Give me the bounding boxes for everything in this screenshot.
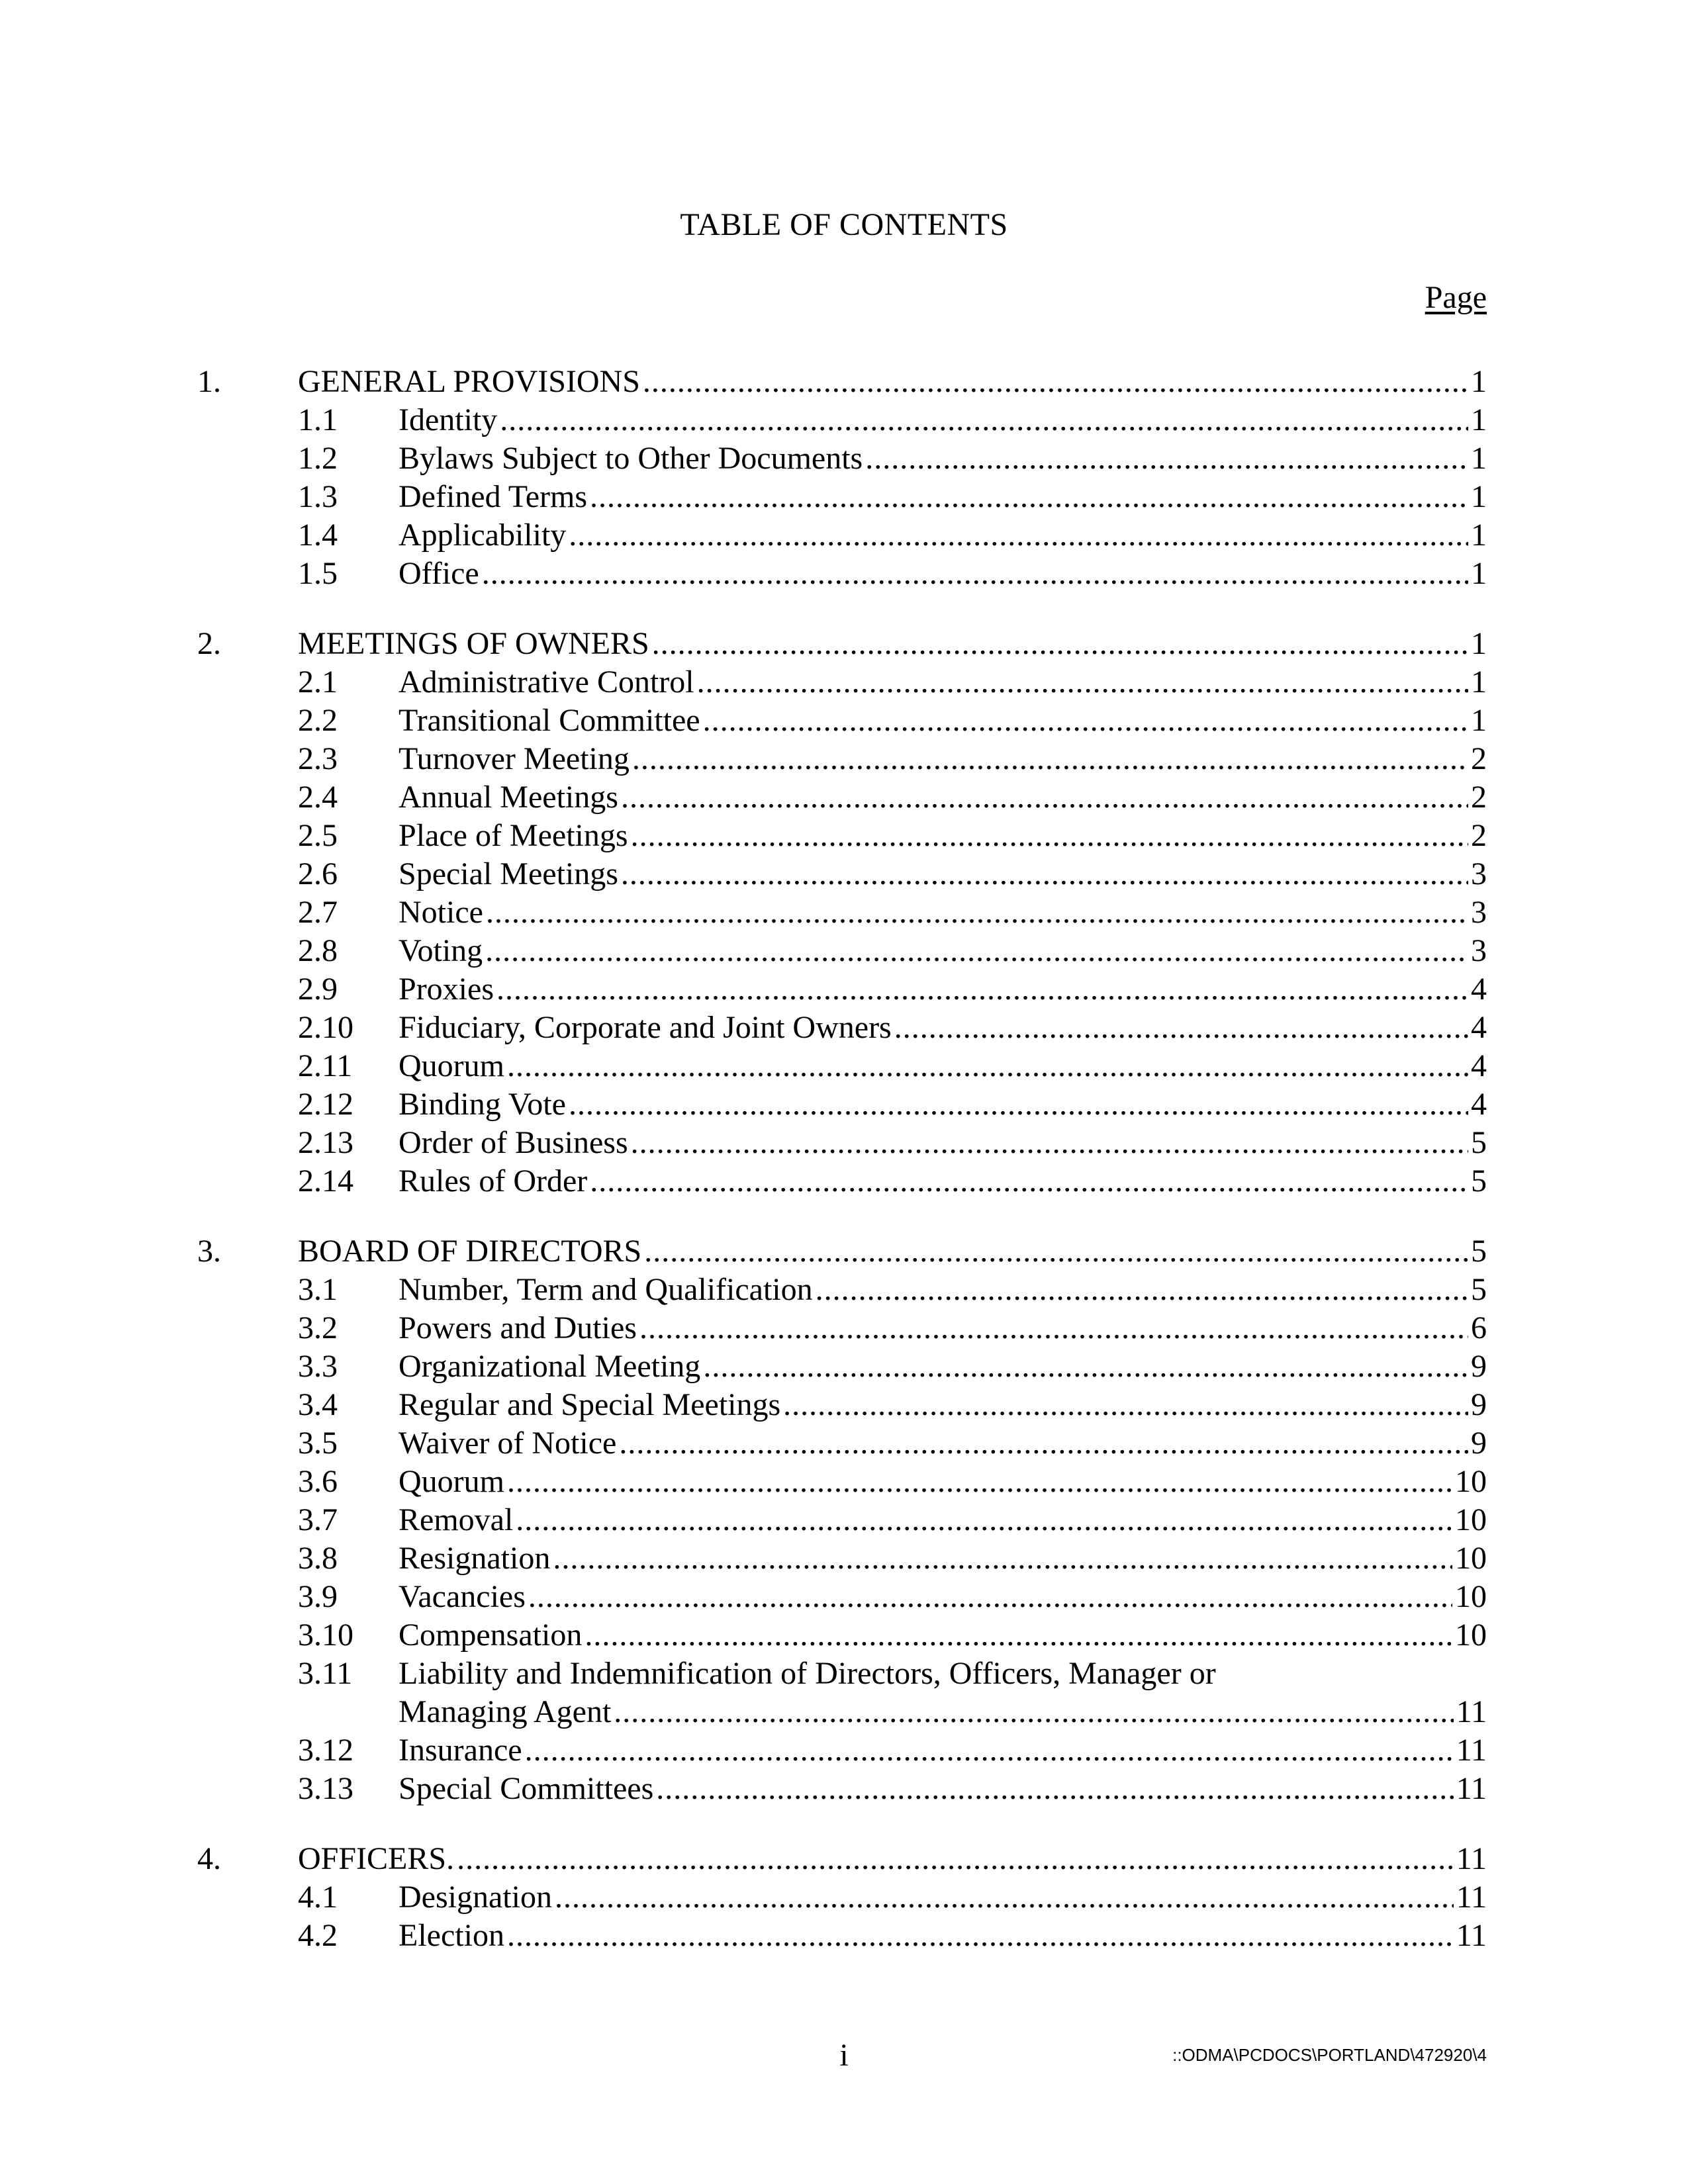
page-number: 11 xyxy=(1456,1880,1487,1915)
toc-entry[interactable] xyxy=(197,1085,1487,1124)
subsection-number: 3.8 xyxy=(298,1541,338,1576)
dot-leader xyxy=(631,817,1468,855)
toc-entry[interactable] xyxy=(197,439,1487,478)
toc-entry[interactable] xyxy=(197,740,1487,778)
subsection-title: Applicability xyxy=(399,518,567,553)
subsection-title: Bylaws Subject to Other Documents xyxy=(399,441,863,476)
toc-section-2 xyxy=(197,625,1487,1201)
subsection-title: Special Committees xyxy=(399,1771,654,1806)
page-number: 2 xyxy=(1471,780,1487,815)
subsection-title-continued: Managing Agent xyxy=(399,1694,612,1729)
subsection-number: 2.2 xyxy=(298,703,338,738)
dot-leader xyxy=(656,1770,1454,1808)
page-number: 4 xyxy=(1471,1010,1487,1045)
page-number: 1 xyxy=(1471,364,1487,399)
toc-entry[interactable] xyxy=(197,778,1487,817)
toc-entry[interactable] xyxy=(197,702,1487,740)
page-number: 10 xyxy=(1455,1541,1487,1576)
subsection-number: 3.3 xyxy=(298,1349,338,1384)
subsection-number: 1.5 xyxy=(298,556,338,591)
subsection-number: 2.3 xyxy=(298,741,338,776)
subsection-title: Designation xyxy=(399,1880,552,1915)
toc-section-3 xyxy=(197,1232,1487,1808)
page-number: 2 xyxy=(1471,741,1487,776)
subsection-number: 2.9 xyxy=(298,972,338,1007)
toc-entry[interactable] xyxy=(197,855,1487,893)
subsection-title: Quorum xyxy=(399,1464,504,1499)
subsection-title: Transitional Committee xyxy=(399,703,700,738)
subsection-title: Special Meetings xyxy=(399,856,618,891)
subsection-number: 2.7 xyxy=(298,895,338,930)
subsection-number: 2.11 xyxy=(298,1048,353,1083)
subsection-number: 2.13 xyxy=(298,1125,353,1160)
toc-entry[interactable] xyxy=(197,1047,1487,1085)
toc-section-4 xyxy=(197,1840,1487,1955)
subsection-title: Waiver of Notice xyxy=(399,1426,617,1461)
toc-entry[interactable] xyxy=(197,1386,1487,1424)
page-number: 1 xyxy=(1471,402,1487,437)
subsection-number: 3.9 xyxy=(298,1579,338,1614)
toc-entry[interactable] xyxy=(197,1731,1487,1770)
dot-leader xyxy=(569,1085,1468,1124)
toc-entry[interactable] xyxy=(197,1501,1487,1539)
dot-leader xyxy=(496,970,1468,1009)
subsection-title: Annual Meetings xyxy=(399,780,618,815)
toc-entry[interactable] xyxy=(197,1463,1487,1501)
dot-leader xyxy=(621,855,1468,893)
subsection-number: 3.12 xyxy=(298,1733,353,1768)
subsection-number: 3.5 xyxy=(298,1426,338,1461)
page-number: 10 xyxy=(1455,1617,1487,1653)
page-number: 10 xyxy=(1455,1464,1487,1499)
dot-leader xyxy=(703,1347,1468,1386)
page-number: 9 xyxy=(1471,1349,1487,1384)
subsection-number: 3.2 xyxy=(298,1310,338,1345)
toc-entry[interactable] xyxy=(197,401,1487,439)
toc-entry[interactable] xyxy=(197,1347,1487,1386)
section-title: GENERAL PROVISIONS xyxy=(298,364,640,399)
page-number: 10 xyxy=(1455,1579,1487,1614)
page-number: 1 xyxy=(1471,703,1487,738)
dot-leader xyxy=(555,1878,1454,1917)
toc-entry[interactable] xyxy=(197,817,1487,855)
toc-entry[interactable] xyxy=(197,1309,1487,1347)
dot-leader xyxy=(516,1501,1452,1539)
page-title: TABLE OF CONTENTS xyxy=(680,207,1008,242)
subsection-title: Vacancies xyxy=(399,1579,526,1614)
page-number: 4 xyxy=(1471,972,1487,1007)
subsection-title: Compensation xyxy=(399,1617,583,1653)
subsection-title: Identity xyxy=(399,402,498,437)
section-title: OFFICERS. xyxy=(298,1841,455,1876)
page-number: 3 xyxy=(1471,933,1487,968)
dot-leader xyxy=(457,1840,1454,1878)
toc-entry[interactable] xyxy=(197,1539,1487,1578)
dot-leader xyxy=(507,1463,1452,1501)
subsection-title: Place of Meetings xyxy=(399,818,628,853)
dot-leader xyxy=(590,478,1468,516)
page-number: 9 xyxy=(1471,1387,1487,1422)
subsection-title: Administrative Control xyxy=(399,664,694,700)
subsection-title: Fiduciary, Corporate and Joint Owners xyxy=(399,1010,892,1045)
dot-leader xyxy=(590,1162,1468,1201)
page-number: 4 xyxy=(1471,1087,1487,1122)
toc-section-1 xyxy=(197,363,1487,593)
page-number: 10 xyxy=(1455,1502,1487,1537)
page-number: 1 xyxy=(1471,626,1487,661)
dot-leader xyxy=(631,1124,1468,1162)
dot-leader xyxy=(816,1271,1468,1309)
dot-leader xyxy=(482,555,1468,593)
subsection-number: 1.3 xyxy=(298,479,338,514)
footer-page-number: i xyxy=(839,2038,849,2073)
toc-entry[interactable] xyxy=(197,663,1487,702)
subsection-number: 3.1 xyxy=(298,1272,338,1307)
dot-leader xyxy=(500,401,1468,439)
page-column-header: Page xyxy=(1425,280,1487,315)
subsection-number: 3.7 xyxy=(298,1502,338,1537)
page-number: 5 xyxy=(1471,1163,1487,1199)
toc-entry[interactable] xyxy=(197,970,1487,1009)
subsection-title: Proxies xyxy=(399,972,494,1007)
dot-leader xyxy=(619,1424,1468,1463)
subsection-title: Removal xyxy=(399,1502,514,1537)
dot-leader xyxy=(783,1386,1468,1424)
dot-leader xyxy=(643,363,1468,401)
toc-entry[interactable] xyxy=(197,893,1487,932)
page-number: 3 xyxy=(1471,895,1487,930)
dot-leader xyxy=(507,1047,1468,1085)
dot-leader xyxy=(486,893,1468,932)
toc-entry[interactable] xyxy=(197,1878,1487,1917)
dot-leader xyxy=(553,1539,1452,1578)
dot-leader xyxy=(621,778,1468,817)
page-number: 1 xyxy=(1471,441,1487,476)
dot-leader xyxy=(528,1578,1452,1616)
toc-entry[interactable] xyxy=(197,1917,1487,1955)
subsection-title: Defined Terms xyxy=(399,479,587,514)
subsection-title: Organizational Meeting xyxy=(399,1349,701,1384)
page-number: 1 xyxy=(1471,479,1487,514)
page-number: 5 xyxy=(1471,1234,1487,1269)
subsection-title: Notice xyxy=(399,895,483,930)
toc-entry[interactable] xyxy=(197,1124,1487,1162)
subsection-number: 2.6 xyxy=(298,856,338,891)
subsection-title: Order of Business xyxy=(399,1125,628,1160)
dot-leader xyxy=(632,740,1468,778)
page-number: 5 xyxy=(1471,1272,1487,1307)
subsection-number: 3.4 xyxy=(298,1387,338,1422)
toc-entry[interactable] xyxy=(197,932,1487,970)
toc-entry[interactable] xyxy=(197,363,1487,401)
page-number: 11 xyxy=(1456,1771,1487,1806)
dot-leader xyxy=(865,439,1468,478)
page-number: 5 xyxy=(1471,1125,1487,1160)
page-number: 2 xyxy=(1471,818,1487,853)
page-number: 1 xyxy=(1471,556,1487,591)
page-number: 4 xyxy=(1471,1048,1487,1083)
subsection-title: Office xyxy=(399,556,479,591)
toc-entry-continuation[interactable] xyxy=(197,1693,1487,1731)
subsection-number: 2.14 xyxy=(298,1163,353,1199)
page-number: 11 xyxy=(1456,1733,1487,1768)
subsection-number: 4.1 xyxy=(298,1880,338,1915)
section-title: BOARD OF DIRECTORS xyxy=(298,1234,642,1269)
subsection-number: 3.11 xyxy=(298,1656,353,1691)
toc-entry[interactable] xyxy=(197,1009,1487,1047)
subsection-title: Resignation xyxy=(399,1541,551,1576)
subsection-title: Quorum xyxy=(399,1048,504,1083)
subsection-number: 1.1 xyxy=(298,402,338,437)
toc-entry[interactable] xyxy=(197,1424,1487,1463)
page-number: 11 xyxy=(1456,1918,1487,1953)
toc-entry[interactable] xyxy=(197,1840,1487,1878)
dot-leader xyxy=(697,663,1468,702)
dot-leader xyxy=(894,1009,1468,1047)
subsection-number: 1.2 xyxy=(298,441,338,476)
section-number: 4. xyxy=(197,1841,221,1876)
subsection-number: 2.12 xyxy=(298,1087,353,1122)
subsection-title: Powers and Duties xyxy=(399,1310,637,1345)
subsection-number: 3.6 xyxy=(298,1464,338,1499)
page-number: 3 xyxy=(1471,856,1487,891)
subsection-title: Voting xyxy=(399,933,483,968)
subsection-number: 3.13 xyxy=(298,1771,353,1806)
section-number: 2. xyxy=(197,626,221,661)
dot-leader xyxy=(614,1693,1454,1731)
dot-leader xyxy=(585,1616,1452,1655)
subsection-number: 2.1 xyxy=(298,664,338,700)
dot-leader xyxy=(485,932,1468,970)
page-number: 6 xyxy=(1471,1310,1487,1345)
toc-entry[interactable] xyxy=(197,1578,1487,1616)
dot-leader xyxy=(703,702,1468,740)
table-of-contents xyxy=(197,363,1487,1987)
dot-leader xyxy=(652,625,1468,663)
section-number: 3. xyxy=(197,1234,221,1269)
subsection-title: Number, Term and Qualification xyxy=(399,1272,813,1307)
toc-entry[interactable] xyxy=(197,625,1487,663)
dot-leader xyxy=(525,1731,1454,1770)
page-number: 11 xyxy=(1456,1841,1487,1876)
page-number: 1 xyxy=(1471,518,1487,553)
footer-document-path: ::ODMA\PCDOCS\PORTLAND\472920\4 xyxy=(1172,2045,1487,2065)
subsection-title: Regular and Special Meetings xyxy=(399,1387,781,1422)
subsection-number: 4.2 xyxy=(298,1918,338,1953)
toc-entry[interactable] xyxy=(197,555,1487,593)
subsection-title: Turnover Meeting xyxy=(399,741,630,776)
subsection-title: Rules of Order xyxy=(399,1163,588,1199)
subsection-number: 2.8 xyxy=(298,933,338,968)
subsection-number: 2.4 xyxy=(298,780,338,815)
subsection-number: 3.10 xyxy=(298,1617,353,1653)
page-number: 9 xyxy=(1471,1426,1487,1461)
section-title: MEETINGS OF OWNERS xyxy=(298,626,649,661)
dot-leader xyxy=(644,1232,1468,1271)
subsection-title: Liability and Indemnification of Directors, Officers, Manager or xyxy=(399,1656,1216,1691)
toc-entry[interactable] xyxy=(197,478,1487,516)
dot-leader xyxy=(639,1309,1468,1347)
page-number: 1 xyxy=(1471,664,1487,700)
toc-entry[interactable] xyxy=(197,1232,1487,1271)
subsection-number: 2.5 xyxy=(298,818,338,853)
toc-entry[interactable] xyxy=(197,1616,1487,1655)
toc-entry[interactable] xyxy=(197,1162,1487,1201)
subsection-number: 1.4 xyxy=(298,518,338,553)
toc-entry-first-line[interactable] xyxy=(197,1655,1487,1693)
toc-entry[interactable] xyxy=(197,516,1487,555)
subsection-number: 2.10 xyxy=(298,1010,353,1045)
dot-leader xyxy=(507,1917,1454,1955)
page-number: 11 xyxy=(1456,1694,1487,1729)
subsection-title: Election xyxy=(399,1918,504,1953)
toc-entry[interactable] xyxy=(197,1770,1487,1808)
toc-entry[interactable] xyxy=(197,1271,1487,1309)
subsection-title: Insurance xyxy=(399,1733,522,1768)
dot-leader xyxy=(569,516,1468,555)
section-number: 1. xyxy=(197,364,221,399)
subsection-title: Binding Vote xyxy=(399,1087,566,1122)
